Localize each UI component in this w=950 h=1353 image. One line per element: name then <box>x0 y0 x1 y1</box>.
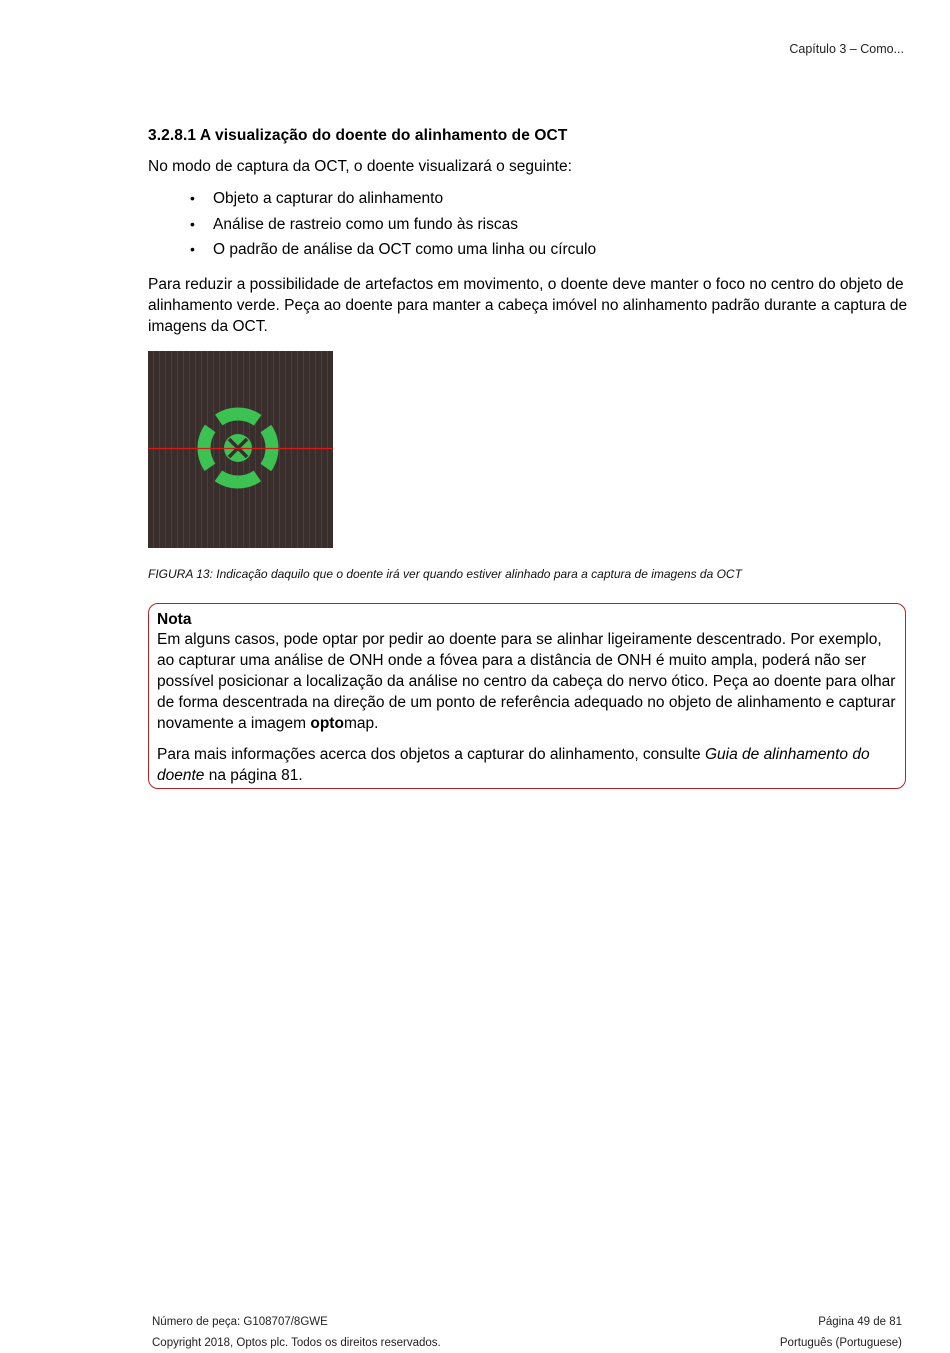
alignment-target-graphic <box>148 351 333 548</box>
bullet-text: Análise de rastreio como um fundo às riscas <box>213 215 518 233</box>
bullet-text: O padrão de análise da OCT como uma linha ou círculo <box>213 241 597 258</box>
list-item <box>190 239 596 265</box>
bullet-icon: • <box>190 215 195 232</box>
note-box <box>148 603 906 789</box>
cross-reference-link[interactable]: Guia de alinhamento do doente <box>157 746 870 784</box>
note-text: Para mais informações acerca dos objetos a capturar do alinhamento, consulte <box>157 746 705 763</box>
body-paragraph: Para reduzir a possibilidade de artefactos em movimento, o doente deve manter o foco no centro do objeto de alinhamento verde. Peça ao doente para manter a cabeça imóvel no alinhamento padrão durante a captura de imagens da OCT. <box>148 276 908 335</box>
brand-rest: map. <box>343 715 379 732</box>
note-text: na página 81. <box>204 767 303 784</box>
list-item <box>190 214 596 240</box>
intro-text: No modo de captura da OCT, o doente visualizará o seguinte: <box>148 158 572 175</box>
note-text: Em alguns casos, pode optar por pedir ao doente para se alinhar ligeiramente descentrado. Por exemplo, ao capturar uma análise de ONH onde a fóvea para a distância de ONH é muito ampla, poderá não ser possível posicionar a localização da análise no centro da cabeça do nervo ótico. Peça ao doente para olhar de forma descentrada na direção de um ponto de referência adequado no objeto de alinhamento e capturar novamente a imagem <box>157 631 896 732</box>
note-label: Nota <box>157 611 192 628</box>
bullet-icon: • <box>190 241 195 257</box>
note-paragraph-1 <box>157 629 897 734</box>
alignment-target-figure <box>148 351 333 548</box>
brand-bold: opto <box>310 715 344 732</box>
bullet-list <box>190 188 596 265</box>
bullet-icon: • <box>190 190 195 206</box>
section-title: 3.2.8.1 A visualização do doente do alinhamento de OCT <box>148 127 568 144</box>
footer-language: Português (Portuguese) <box>779 1337 902 1349</box>
figure-caption: FIGURA 13: Indicação daquilo que o doente irá ver quando estiver alinhado para a captura de imagens da OCT <box>148 567 742 581</box>
bullet-text: Objeto a capturar do alinhamento <box>213 190 444 207</box>
footer-page-number: Página 49 de 81 <box>818 1316 902 1328</box>
list-item <box>190 188 596 214</box>
footer-part-number: Número de peça: G108707/8GWE <box>152 1316 328 1328</box>
running-header: Capítulo 3 – Como... <box>789 42 904 56</box>
footer-copyright: Copyright 2018, Optos plc. Todos os direitos reservados. <box>152 1337 441 1349</box>
note-paragraph-2 <box>157 744 897 786</box>
